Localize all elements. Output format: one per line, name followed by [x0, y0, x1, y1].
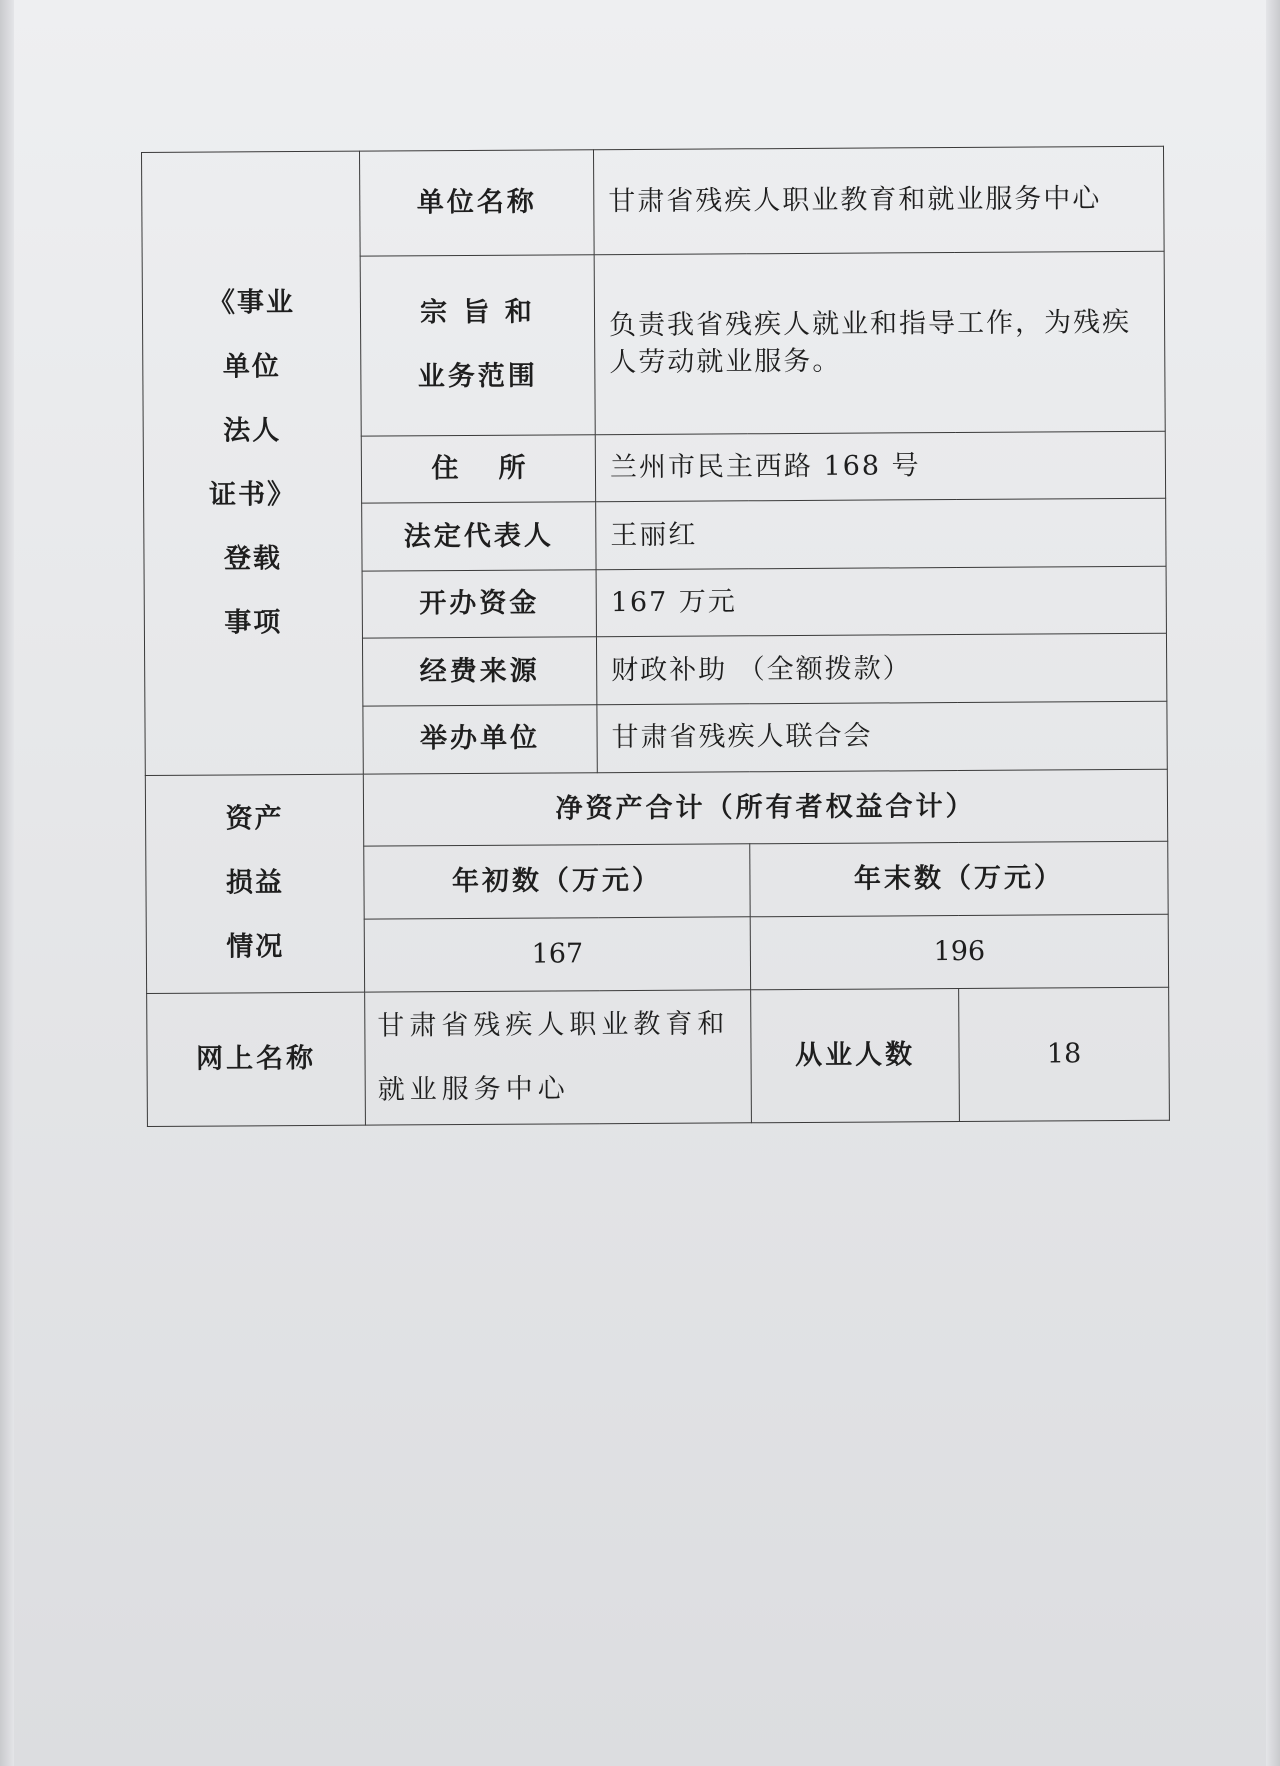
address-value: 兰州市民主西路 168 号	[595, 431, 1165, 502]
certificate-section-line: 事项	[224, 606, 283, 639]
assets-section-line: 损益	[225, 867, 285, 899]
unit-name-value: 甘肃省残疾人职业教育和就业服务中心	[593, 146, 1164, 254]
funding-source-label: 经费来源	[362, 637, 596, 706]
staff-count-label: 从业人数	[751, 988, 960, 1123]
paper-edge-left	[0, 0, 14, 1766]
row-online-name	[147, 987, 1170, 1127]
unit-name-label: 单位名称	[359, 150, 594, 256]
assets-section-label	[145, 774, 364, 993]
legal-representative-label: 法定代表人	[362, 502, 596, 571]
online-name-label: 网上名称	[147, 992, 366, 1127]
net-assets-header: 净资产合计（所有者权益合计）	[363, 769, 1167, 847]
certificate-section-line: 单位	[222, 350, 281, 383]
online-name-value: 甘肃省残疾人职业教育和就业服务中心	[365, 989, 752, 1125]
row-net-assets-header	[145, 769, 1167, 848]
certificate-section-line: 法人	[223, 414, 282, 447]
certificate-section-label	[142, 151, 364, 775]
legal-representative-value: 王丽红	[596, 498, 1166, 569]
registration-table	[141, 146, 1170, 1127]
purpose-scope-label	[360, 255, 595, 436]
end-of-year-value: 196	[750, 914, 1168, 989]
staff-count-value: 18	[959, 987, 1170, 1122]
purpose-scope-label-line: 宗 旨 和	[419, 296, 535, 329]
row-unit-name	[142, 146, 1165, 257]
begin-of-year-label: 年初数（万元）	[364, 844, 750, 919]
paper-edge-right	[1266, 0, 1280, 1766]
certificate-section-line: 《事业	[207, 286, 296, 319]
certificate-section-line: 证书》	[209, 478, 297, 511]
address-label: 住所	[361, 434, 595, 503]
sponsor-unit-value: 甘肃省残疾人联合会	[597, 701, 1167, 772]
certificate-section-line: 登载	[223, 542, 283, 575]
start-funds-label: 开办资金	[362, 570, 596, 639]
assets-section-line: 情况	[226, 931, 285, 963]
assets-section-line: 资产	[225, 803, 284, 835]
sponsor-unit-label: 举办单位	[363, 705, 597, 774]
funding-source-value: 财政补助 （全额拨款）	[596, 634, 1166, 705]
purpose-scope-value: 负责我省残疾人就业和指导工作，为残疾人劳动就业服务。	[594, 251, 1165, 434]
start-funds-value: 167 万元	[596, 566, 1166, 637]
begin-of-year-value: 167	[364, 917, 750, 992]
end-of-year-label: 年末数（万元）	[750, 842, 1168, 917]
purpose-scope-label-line: 业务范围	[417, 360, 538, 393]
